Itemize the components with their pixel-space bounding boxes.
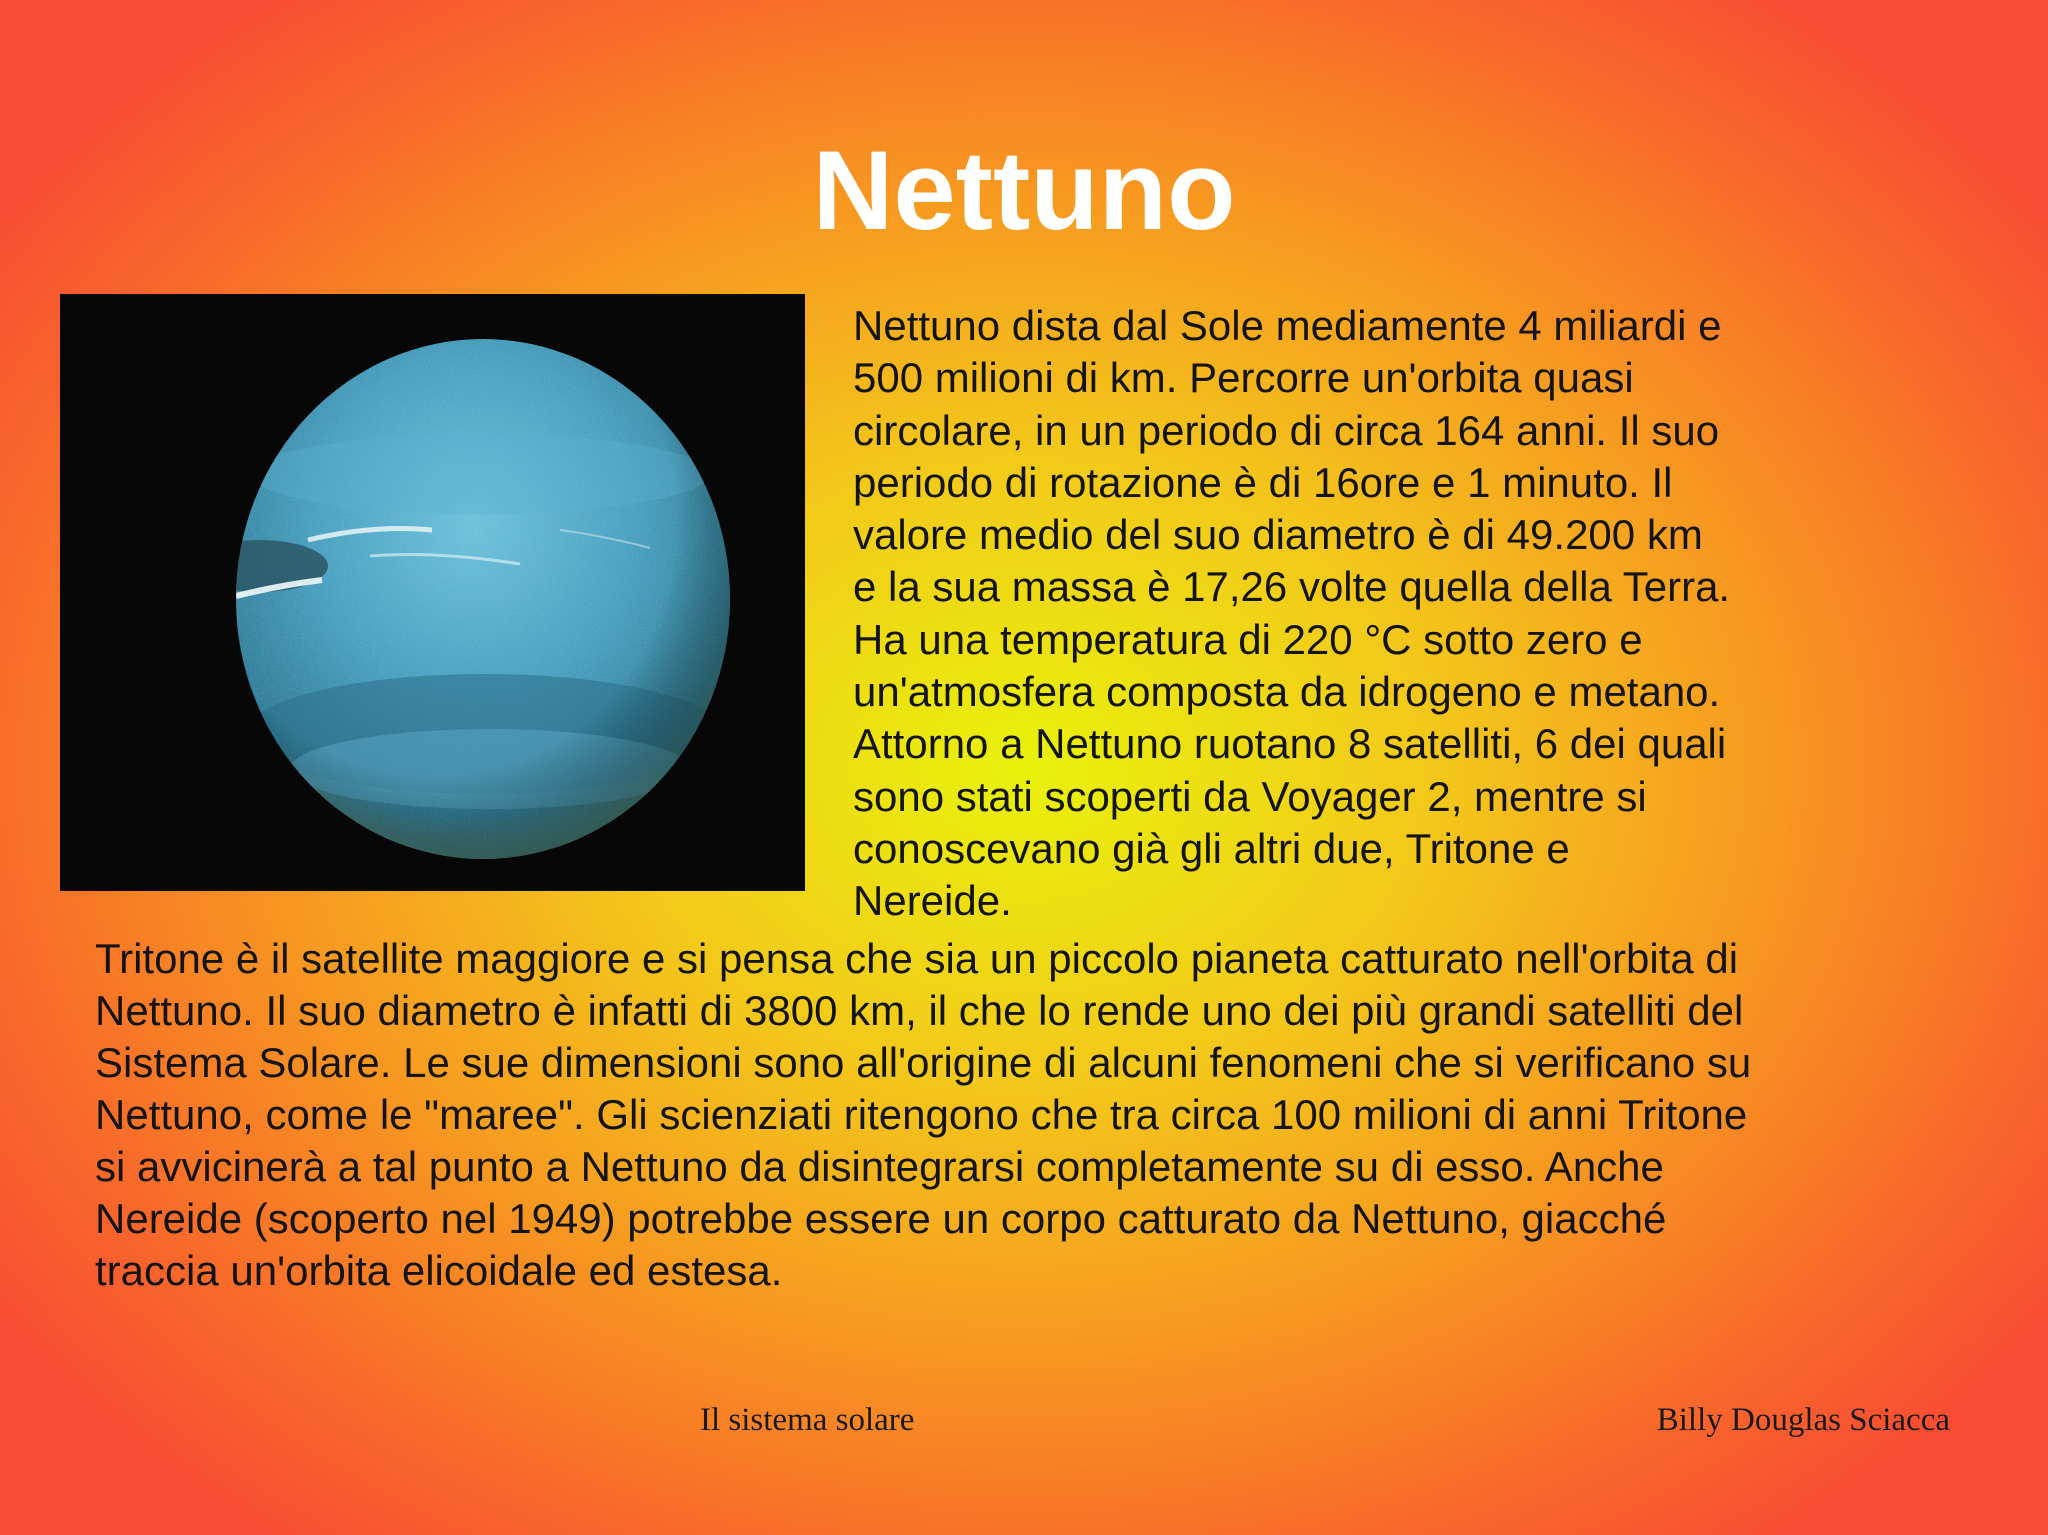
neptune-planet-graphic <box>60 294 805 891</box>
slide-title: Nettuno <box>812 128 1236 253</box>
footer-author: Billy Douglas Sciacca <box>1656 1402 1950 1438</box>
footer-presentation-title: Il sistema solare <box>700 1402 915 1438</box>
intro-paragraph: Nettuno dista dal Sole mediamente 4 miliardi e 500 milioni di km. Percorre un'orbita quasi circolare, in un periodo di circa 164 anni. Il suo periodo di rotazione è di 16ore e 1 minuto. Il valore medio del suo diametro è di 49.200 km e la sua massa è 17,26 volte quella della Terra. Ha una temperatura di 220 °C sotto zero e un'atmosfera composta da idrogeno e metano. Attorno a Nettuno ruotano 8 satelliti, 6 dei quali sono stati scoperti da Voyager 2, mentre si conoscevano già gli altri due, Tritone e Nereide. <box>853 302 1731 925</box>
triton-paragraph: Tritone è il satellite maggiore e si pensa che sia un piccolo pianeta catturato nell'orbita di Nettuno. Il suo diametro è infatti di 3800 km, il che lo rende uno dei più grandi satelliti del Sistema Solare. Le sue dimensioni sono all'origine di alcuni fenomeni che si verificano su Nettuno, come le "maree". Gli scienziati ritengono che tra circa 100 milioni di anni Tritone si avvicinerà a tal punto a Nettuno da disintegrarsi completamente su di esso. Anche Nereide (scoperto nel 1949) potrebbe essere un corpo catturato da Nettuno, giacché traccia un'orbita elicoidale ed estesa. <box>95 935 1752 1294</box>
neptune-image <box>60 294 805 891</box>
